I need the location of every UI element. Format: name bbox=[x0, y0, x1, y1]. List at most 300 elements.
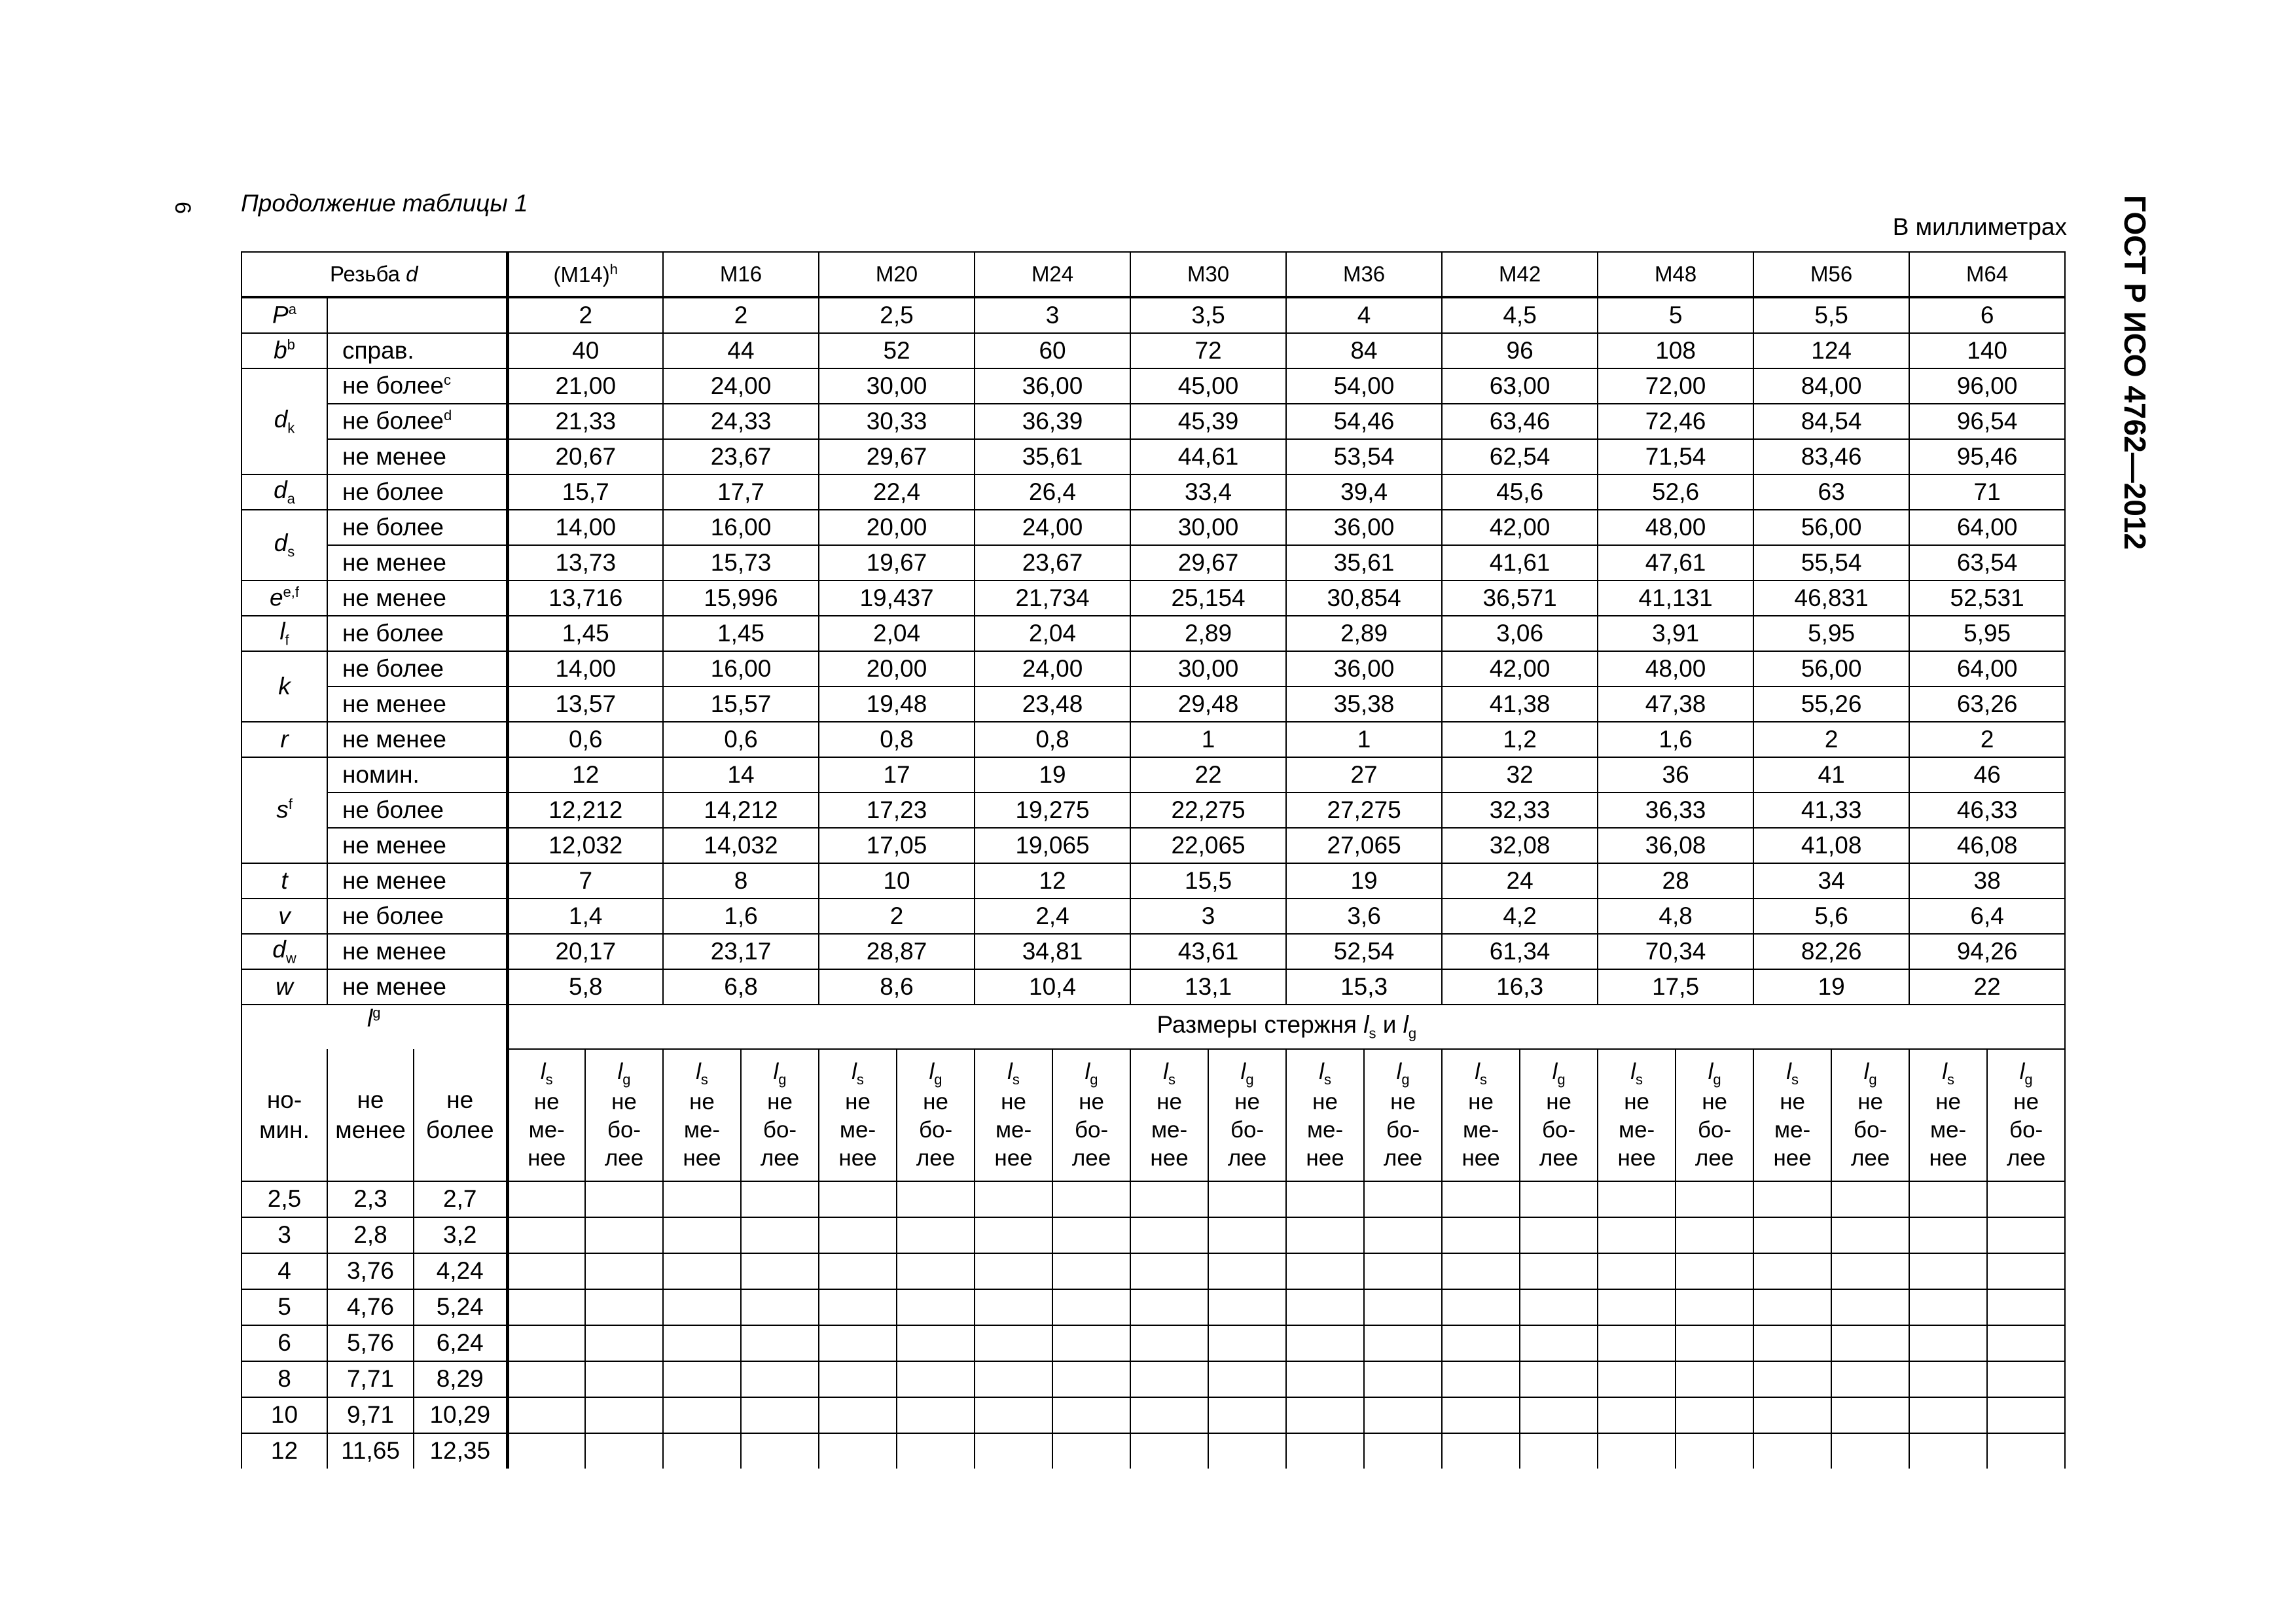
empty-cell bbox=[897, 1433, 975, 1469]
value-cell: 2,04 bbox=[819, 616, 975, 651]
empty-cell bbox=[1442, 1253, 1520, 1289]
value-cell: 36,08 bbox=[1598, 828, 1753, 863]
thread-size-label: M24 bbox=[1031, 261, 1074, 286]
value-cell: 45,00 bbox=[1130, 368, 1286, 404]
thread-size bbox=[1130, 252, 1286, 297]
symbol-sub: w bbox=[285, 950, 296, 967]
value-cell: 13,73 bbox=[507, 545, 663, 580]
value-cell: 23,67 bbox=[975, 545, 1130, 580]
empty-cell bbox=[1598, 1289, 1676, 1325]
value-cell: 36,571 bbox=[1442, 580, 1598, 616]
empty-cell bbox=[1286, 1217, 1364, 1253]
empty-cell bbox=[819, 1253, 897, 1289]
empty-cell bbox=[897, 1397, 975, 1433]
empty-cell bbox=[819, 1325, 897, 1361]
value-cell: 64,00 bbox=[1909, 651, 2065, 687]
value-cell: 29,48 bbox=[1130, 687, 1286, 722]
value-cell: 84,00 bbox=[1753, 368, 1909, 404]
lg-symbol: l bbox=[929, 1058, 935, 1084]
value-cell: 84,54 bbox=[1753, 404, 1909, 439]
value-cell: 21,00 bbox=[507, 368, 663, 404]
lg-sub: g bbox=[1246, 1071, 1254, 1088]
row-label: не более bbox=[327, 474, 507, 510]
value-cell: 1 bbox=[1286, 722, 1442, 757]
length-row bbox=[242, 1433, 2065, 1469]
empty-cell bbox=[1831, 1217, 1909, 1253]
empty-cell bbox=[1676, 1181, 1753, 1217]
empty-cell bbox=[1598, 1433, 1676, 1469]
data-row bbox=[242, 899, 2065, 934]
empty-cell bbox=[1909, 1217, 1987, 1253]
lg-sub: g bbox=[778, 1071, 787, 1088]
value-cell: 95,46 bbox=[1909, 439, 2065, 474]
lg-sub: g bbox=[1869, 1071, 1877, 1088]
value-cell: 47,61 bbox=[1598, 545, 1753, 580]
empty-cell bbox=[975, 1217, 1052, 1253]
empty-cell bbox=[1130, 1433, 1208, 1469]
empty-cell bbox=[1364, 1361, 1442, 1397]
symbol-sub: f bbox=[285, 632, 289, 649]
row-label: не более bbox=[327, 793, 507, 828]
length-value: 3,2 bbox=[414, 1217, 507, 1253]
value-cell: 52,54 bbox=[1286, 934, 1442, 969]
value-cell: 83,46 bbox=[1753, 439, 1909, 474]
length-value: 3 bbox=[242, 1217, 327, 1253]
value-cell: 0,8 bbox=[819, 722, 975, 757]
empty-cell bbox=[1364, 1433, 1442, 1469]
thread-size bbox=[507, 252, 663, 297]
empty-cell bbox=[585, 1217, 663, 1253]
empty-cell bbox=[1442, 1289, 1520, 1325]
value-cell: 64,00 bbox=[1909, 510, 2065, 545]
value-cell: 96,54 bbox=[1909, 404, 2065, 439]
thread-size bbox=[1286, 252, 1442, 297]
empty-cell bbox=[585, 1181, 663, 1217]
value-cell: 16,00 bbox=[663, 510, 819, 545]
empty-cell bbox=[585, 1325, 663, 1361]
lg-symbol: l bbox=[1085, 1058, 1090, 1084]
empty-cell bbox=[1520, 1325, 1598, 1361]
value-cell: 48,00 bbox=[1598, 651, 1753, 687]
value-cell: 56,00 bbox=[1753, 651, 1909, 687]
value-cell: 14,032 bbox=[663, 828, 819, 863]
ls-sub: s bbox=[1012, 1071, 1020, 1088]
unit-note: В миллиметрах bbox=[1892, 213, 2067, 240]
empty-cell bbox=[1987, 1253, 2065, 1289]
symbol-cell bbox=[242, 899, 327, 934]
value-cell: 14,00 bbox=[507, 651, 663, 687]
empty-cell bbox=[1520, 1253, 1598, 1289]
value-cell: 35,61 bbox=[1286, 545, 1442, 580]
value-cell: 39,4 bbox=[1286, 474, 1442, 510]
empty-cell bbox=[1987, 1397, 2065, 1433]
empty-cell bbox=[897, 1181, 975, 1217]
value-cell: 15,7 bbox=[507, 474, 663, 510]
value-cell: 1,6 bbox=[663, 899, 819, 934]
value-cell: 84 bbox=[1286, 333, 1442, 368]
ls-symbol: l bbox=[1163, 1058, 1168, 1084]
empty-cell bbox=[819, 1397, 897, 1433]
value-cell: 12,032 bbox=[507, 828, 663, 863]
empty-cell bbox=[1286, 1433, 1364, 1469]
thread-size-label: M36 bbox=[1342, 261, 1386, 286]
value-cell: 24,33 bbox=[663, 404, 819, 439]
empty-cell bbox=[1520, 1181, 1598, 1217]
value-cell: 63,00 bbox=[1442, 368, 1598, 404]
length-row bbox=[242, 1325, 2065, 1361]
thread-size-label: M42 bbox=[1498, 261, 1541, 286]
data-row bbox=[242, 863, 2065, 899]
lg-sub: g bbox=[1090, 1071, 1098, 1088]
empty-cell bbox=[1831, 1181, 1909, 1217]
ls-symbol: l bbox=[1007, 1058, 1013, 1084]
value-cell: 15,3 bbox=[1286, 969, 1442, 1005]
symbol: k bbox=[278, 672, 291, 700]
lg-symbol: l bbox=[1552, 1058, 1558, 1084]
empty-cell bbox=[1286, 1289, 1364, 1325]
value-cell: 2 bbox=[1909, 722, 2065, 757]
empty-cell bbox=[1442, 1325, 1520, 1361]
empty-cell bbox=[975, 1325, 1052, 1361]
empty-cell bbox=[1442, 1217, 1520, 1253]
thread-size bbox=[1909, 252, 2065, 297]
shank-header bbox=[507, 1005, 2065, 1049]
data-row bbox=[242, 934, 2065, 969]
value-cell: 15,996 bbox=[663, 580, 819, 616]
label-sup: c bbox=[444, 372, 451, 389]
empty-cell bbox=[1130, 1253, 1208, 1289]
ls-col-header: $l_s$ не ме- нее bbox=[1909, 1049, 1987, 1181]
value-cell: 30,854 bbox=[1286, 580, 1442, 616]
empty-cell bbox=[1130, 1325, 1208, 1361]
value-cell: 82,26 bbox=[1753, 934, 1909, 969]
ls-symbol: l bbox=[696, 1058, 701, 1084]
empty-cell bbox=[1831, 1325, 1909, 1361]
value-cell: 35,38 bbox=[1286, 687, 1442, 722]
empty-cell bbox=[1909, 1289, 1987, 1325]
empty-cell bbox=[1520, 1433, 1598, 1469]
value-cell: 12 bbox=[975, 863, 1130, 899]
thread-size-label: M16 bbox=[719, 261, 762, 286]
value-cell: 1,45 bbox=[663, 616, 819, 651]
empty-cell bbox=[507, 1289, 585, 1325]
empty-cell bbox=[1831, 1433, 1909, 1469]
value-cell: 35,61 bbox=[975, 439, 1130, 474]
empty-cell bbox=[1676, 1361, 1753, 1397]
length-row bbox=[242, 1181, 2065, 1217]
empty-cell bbox=[1987, 1289, 2065, 1325]
symbol-cell bbox=[242, 651, 327, 722]
shank-subheader-row bbox=[242, 1049, 2065, 1181]
value-cell: 4 bbox=[1286, 297, 1442, 333]
value-cell: 3,91 bbox=[1598, 616, 1753, 651]
empty-cell bbox=[1598, 1325, 1676, 1361]
shank-text: Размеры стержня bbox=[1157, 1011, 1364, 1039]
empty-cell bbox=[1909, 1181, 1987, 1217]
value-cell: 19 bbox=[1753, 969, 1909, 1005]
empty-cell bbox=[1520, 1217, 1598, 1253]
symbol: w bbox=[276, 972, 293, 1000]
symbol-sub: s bbox=[287, 543, 295, 560]
value-cell: 70,34 bbox=[1598, 934, 1753, 969]
empty-cell bbox=[1987, 1325, 2065, 1361]
ls-sub: s bbox=[545, 1071, 553, 1088]
value-cell: 3,06 bbox=[1442, 616, 1598, 651]
empty-cell bbox=[1598, 1217, 1676, 1253]
ls-symbol: l bbox=[1942, 1058, 1948, 1084]
empty-cell bbox=[1208, 1181, 1286, 1217]
empty-cell bbox=[1130, 1361, 1208, 1397]
value-cell: 2 bbox=[663, 297, 819, 333]
value-cell: 43,61 bbox=[1130, 934, 1286, 969]
lg-symbol: l bbox=[617, 1058, 623, 1084]
lg-symbol: l bbox=[773, 1058, 779, 1084]
length-value: 6 bbox=[242, 1325, 327, 1361]
empty-cell bbox=[741, 1181, 819, 1217]
symbol-cell bbox=[242, 616, 327, 651]
empty-cell bbox=[1598, 1181, 1676, 1217]
empty-cell bbox=[1598, 1361, 1676, 1397]
value-cell: 56,00 bbox=[1753, 510, 1909, 545]
value-cell: 32,08 bbox=[1442, 828, 1598, 863]
lg-sub: g bbox=[1401, 1071, 1410, 1088]
data-row bbox=[242, 687, 2065, 722]
value-cell: 1,6 bbox=[1598, 722, 1753, 757]
value-cell: 4,2 bbox=[1442, 899, 1598, 934]
value-cell: 23,67 bbox=[663, 439, 819, 474]
value-cell: 23,17 bbox=[663, 934, 819, 969]
value-cell: 16,3 bbox=[1442, 969, 1598, 1005]
lg-col-header: $l_g$ не бо- лее bbox=[1831, 1049, 1909, 1181]
empty-cell bbox=[1831, 1397, 1909, 1433]
value-cell: 41,08 bbox=[1753, 828, 1909, 863]
empty-cell bbox=[1364, 1253, 1442, 1289]
row-label: не более$^d$ bbox=[327, 404, 507, 439]
row-label: не менее bbox=[327, 969, 507, 1005]
value-cell: 7 bbox=[507, 863, 663, 899]
empty-cell bbox=[1909, 1397, 1987, 1433]
page-number: 6 bbox=[170, 202, 195, 214]
value-cell: 36,00 bbox=[975, 368, 1130, 404]
empty-cell bbox=[507, 1217, 585, 1253]
thread-size-label: (M14) bbox=[553, 262, 610, 287]
empty-cell bbox=[507, 1253, 585, 1289]
symbol-sup: a bbox=[288, 301, 296, 318]
lg-col-header: $l_g$ не бо- лее bbox=[741, 1049, 819, 1181]
symbol-cell bbox=[242, 474, 327, 510]
shank-header-row bbox=[242, 1005, 2065, 1049]
value-cell: 15,57 bbox=[663, 687, 819, 722]
value-cell: 63,54 bbox=[1909, 545, 2065, 580]
ls-col-header: $l_s$ не ме- нее bbox=[1753, 1049, 1831, 1181]
value-cell: 19 bbox=[1286, 863, 1442, 899]
value-cell: 62,54 bbox=[1442, 439, 1598, 474]
value-cell: 36 bbox=[1598, 757, 1753, 793]
empty-cell bbox=[1520, 1361, 1598, 1397]
data-row bbox=[242, 616, 2065, 651]
thread-size bbox=[1753, 252, 1909, 297]
empty-cell bbox=[1520, 1289, 1598, 1325]
value-cell: 8 bbox=[663, 863, 819, 899]
empty-cell bbox=[1676, 1325, 1753, 1361]
empty-cell bbox=[1753, 1253, 1831, 1289]
value-cell: 6,8 bbox=[663, 969, 819, 1005]
value-cell: 0,6 bbox=[663, 722, 819, 757]
empty-cell bbox=[1286, 1397, 1364, 1433]
ls-col-header: $l_s$ не ме- нее bbox=[1598, 1049, 1676, 1181]
value-cell: 36,00 bbox=[1286, 651, 1442, 687]
value-cell: 12,212 bbox=[507, 793, 663, 828]
empty-cell bbox=[1364, 1181, 1442, 1217]
empty-cell bbox=[1208, 1253, 1286, 1289]
value-cell: 24 bbox=[1442, 863, 1598, 899]
row-label: не менее bbox=[327, 439, 507, 474]
data-row bbox=[242, 580, 2065, 616]
value-cell: 63 bbox=[1753, 474, 1909, 510]
lg-col-header: $l_g$ не бо- лее bbox=[1520, 1049, 1598, 1181]
empty-cell bbox=[663, 1181, 741, 1217]
value-cell: 0,8 bbox=[975, 722, 1130, 757]
empty-cell bbox=[1442, 1433, 1520, 1469]
ls-symbol: l bbox=[852, 1058, 857, 1084]
empty-cell bbox=[663, 1253, 741, 1289]
value-cell: 72,00 bbox=[1598, 368, 1753, 404]
empty-cell bbox=[1753, 1361, 1831, 1397]
value-cell: 10,4 bbox=[975, 969, 1130, 1005]
length-col-header: но- мин. bbox=[242, 1049, 327, 1181]
value-cell: 19,48 bbox=[819, 687, 975, 722]
ls-sub: s bbox=[1947, 1071, 1955, 1088]
ls-col-header: $l_s$ не ме- нее bbox=[1130, 1049, 1208, 1181]
length-sup: g bbox=[372, 1005, 381, 1021]
value-cell: 41,61 bbox=[1442, 545, 1598, 580]
data-row bbox=[242, 722, 2065, 757]
ls-symbol: l bbox=[1786, 1058, 1791, 1084]
data-row bbox=[242, 333, 2065, 368]
empty-cell bbox=[1130, 1181, 1208, 1217]
data-row bbox=[242, 651, 2065, 687]
empty-cell bbox=[1052, 1361, 1130, 1397]
value-cell: 21,33 bbox=[507, 404, 663, 439]
ls-sub: s bbox=[700, 1071, 708, 1088]
empty-cell bbox=[1052, 1217, 1130, 1253]
value-cell: 24,00 bbox=[975, 510, 1130, 545]
value-cell: 2,89 bbox=[1286, 616, 1442, 651]
lg-col-header: $l_g$ не бо- лее bbox=[1364, 1049, 1442, 1181]
value-cell: 140 bbox=[1909, 333, 2065, 368]
empty-cell bbox=[975, 1433, 1052, 1469]
empty-cell bbox=[1831, 1361, 1909, 1397]
value-cell: 52 bbox=[819, 333, 975, 368]
value-cell: 2,5 bbox=[819, 297, 975, 333]
symbol-cell bbox=[242, 580, 327, 616]
row-label: не более$^c$ bbox=[327, 368, 507, 404]
length-row bbox=[242, 1289, 2065, 1325]
length-row bbox=[242, 1217, 2065, 1253]
thread-size-note: h bbox=[609, 260, 618, 277]
value-cell: 34,81 bbox=[975, 934, 1130, 969]
empty-cell bbox=[1676, 1253, 1753, 1289]
value-cell: 5 bbox=[1598, 297, 1753, 333]
empty-cell bbox=[1987, 1361, 2065, 1397]
ls-col-header: $l_s$ не ме- нее bbox=[663, 1049, 741, 1181]
empty-cell bbox=[507, 1181, 585, 1217]
thread-size-label: M30 bbox=[1187, 261, 1230, 286]
value-cell: 94,26 bbox=[1909, 934, 2065, 969]
thread-size-label: M20 bbox=[875, 261, 918, 286]
length-value: 7,71 bbox=[327, 1361, 414, 1397]
shank-lg: l bbox=[1403, 1011, 1408, 1039]
lg-symbol: l bbox=[1708, 1058, 1713, 1084]
value-cell: 14,00 bbox=[507, 510, 663, 545]
empty-cell bbox=[585, 1289, 663, 1325]
empty-cell bbox=[1286, 1361, 1364, 1397]
thread-size-label: M56 bbox=[1810, 261, 1853, 286]
symbol-cell bbox=[242, 510, 327, 580]
value-cell: 27,275 bbox=[1286, 793, 1442, 828]
empty-cell bbox=[1753, 1289, 1831, 1325]
value-cell: 13,57 bbox=[507, 687, 663, 722]
symbol: v bbox=[278, 902, 291, 929]
empty-cell bbox=[1286, 1181, 1364, 1217]
dimensions-table bbox=[241, 251, 2066, 1469]
thread-header-text: Резьба bbox=[329, 261, 406, 286]
value-cell: 42,00 bbox=[1442, 651, 1598, 687]
value-cell: 71 bbox=[1909, 474, 2065, 510]
thread-size-label: M64 bbox=[1966, 261, 2009, 286]
ls-symbol: l bbox=[1630, 1058, 1636, 1084]
symbol-cell bbox=[242, 757, 327, 863]
empty-cell bbox=[1831, 1253, 1909, 1289]
length-value: 4,76 bbox=[327, 1289, 414, 1325]
empty-cell bbox=[1676, 1433, 1753, 1469]
empty-cell bbox=[1130, 1289, 1208, 1325]
lg-symbol: l bbox=[1863, 1058, 1869, 1084]
symbol: e bbox=[269, 584, 283, 611]
empty-cell bbox=[1676, 1397, 1753, 1433]
symbol: d bbox=[274, 406, 288, 433]
value-cell: 46,08 bbox=[1909, 828, 2065, 863]
data-row bbox=[242, 757, 2065, 793]
value-cell: 63,46 bbox=[1442, 404, 1598, 439]
symbol: t bbox=[281, 866, 288, 894]
symbol-sup: f bbox=[288, 796, 293, 813]
value-cell: 13,716 bbox=[507, 580, 663, 616]
lg-col-header: $l_g$ не бо- лее bbox=[1987, 1049, 2065, 1181]
value-cell: 46 bbox=[1909, 757, 2065, 793]
symbol: b bbox=[274, 336, 287, 364]
value-cell: 47,38 bbox=[1598, 687, 1753, 722]
length-value: 2,8 bbox=[327, 1217, 414, 1253]
thread-header bbox=[242, 252, 507, 297]
length-value: 12,35 bbox=[414, 1433, 507, 1469]
value-cell: 4,5 bbox=[1442, 297, 1598, 333]
continuation-title: Продолжение таблицы 1 bbox=[241, 190, 528, 217]
value-cell: 53,54 bbox=[1286, 439, 1442, 474]
value-cell: 54,46 bbox=[1286, 404, 1442, 439]
length-value: 2,7 bbox=[414, 1181, 507, 1217]
empty-cell bbox=[1442, 1361, 1520, 1397]
shank-ls-sub: s bbox=[1369, 1025, 1376, 1042]
symbol: d bbox=[274, 529, 288, 557]
empty-cell bbox=[1753, 1325, 1831, 1361]
label-sup: d bbox=[444, 407, 452, 424]
empty-cell bbox=[1052, 1433, 1130, 1469]
data-row bbox=[242, 368, 2065, 404]
empty-cell bbox=[1987, 1433, 2065, 1469]
value-cell: 0,6 bbox=[507, 722, 663, 757]
value-cell: 24,00 bbox=[975, 651, 1130, 687]
